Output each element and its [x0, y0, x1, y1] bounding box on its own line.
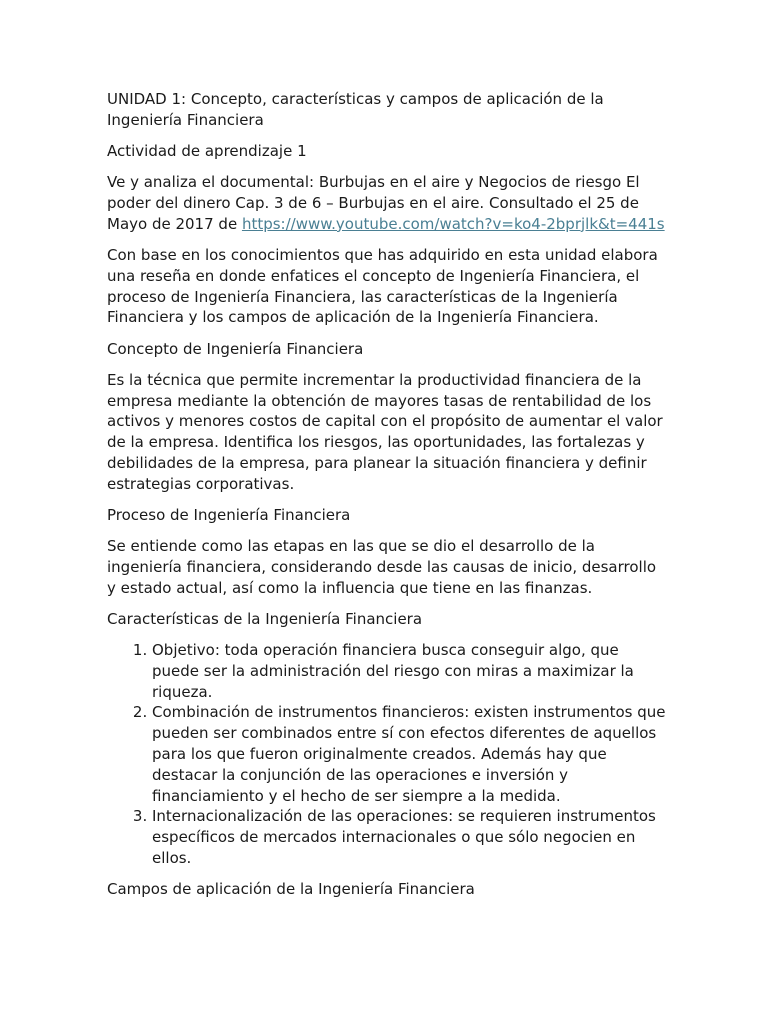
- document-page: [107, 89, 667, 910]
- concept-paragraph: Es la técnica que permite incrementar la productividad financiera de la empresa mediante la obtención de mayores tasas de rentabilidad de los activos y menores costos de capital con el propósito de aumentar el valor de la empresa. Identifica los riesgos, las oportunidades, las fortalezas y debilidades de la empresa, para planear la situación financiera y definir estrategias corporativas.: [107, 370, 663, 493]
- task-paragraph: Con base en los conocimientos que has adquirido en esta unidad elabora una reseña en donde enfatices el concepto de Ingeniería Financiera, el proceso de Ingeniería Financiera, las características de la Ingeniería Financiera y los campos de aplicación de la Ingeniería Financiera.: [107, 245, 658, 327]
- characteristics-list: [107, 640, 667, 869]
- document-title: UNIDAD 1: Concepto, características y campos de aplicación de la Ingeniería Financiera: [107, 90, 604, 129]
- concept-heading: Concepto de Ingeniería Financiera: [107, 339, 364, 358]
- instruction-text: Ve y analiza el documental: Burbujas en el aire y Negocios de riesgo El poder del dinero Cap. 3 de 6 – Burbujas en el aire. Consultado el 25 de Mayo de 2017 de: [107, 173, 640, 233]
- list-item: 2. Combinación de instrumentos financieros: existen instrumentos que pueden ser combinados entre sí con efectos diferentes de aquellos para los que fueron originalmente creados. Además hay que destacar la conjunción de las operaciones e inversión y financiamiento y el hecho de ser siempre a la medida.: [152, 702, 667, 806]
- list-item: 1. Objetivo: toda operación financiera busca conseguir algo, que puede ser la administración del riesgo con miras a maximizar la riqueza.: [152, 640, 667, 702]
- process-heading: Proceso de Ingeniería Financiera: [107, 505, 351, 524]
- fields-heading: Campos de aplicación de la Ingeniería Financiera: [107, 880, 475, 899]
- video-link[interactable]: https://www.youtube.com/watch?v=ko4-2bprjlk&t=441s: [241, 214, 665, 233]
- list-item: 3. Internacionalización de las operaciones: se requieren instrumentos específicos de mercados internacionales o que sólo negocien en ellos.: [152, 806, 667, 868]
- activity-label: Actividad de aprendizaje 1: [107, 141, 307, 160]
- process-paragraph: Se entiende como las etapas en las que se dio el desarrollo de la ingeniería financiera, considerando desde las causas de inicio, desarrollo y estado actual, así como la influencia que tiene en las finanzas.: [107, 537, 657, 597]
- characteristics-heading: Características de la Ingeniería Financiera: [107, 609, 423, 628]
- instruction-paragraph: [107, 172, 667, 234]
